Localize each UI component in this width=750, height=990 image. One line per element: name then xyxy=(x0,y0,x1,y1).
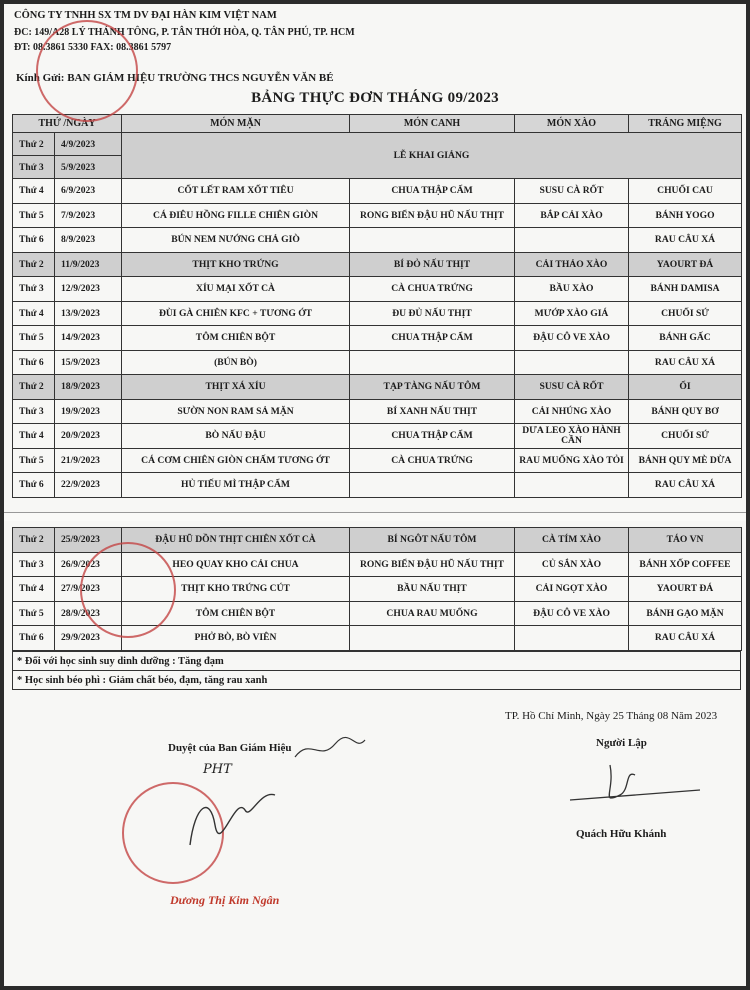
day-cell: Thứ 3 xyxy=(13,399,55,424)
canh-cell: CHUA RAU MUỐNG xyxy=(350,601,515,626)
date-cell: 27/9/2023 xyxy=(55,577,122,602)
trang-cell: BÁNH XỐP COFFEE xyxy=(629,552,742,577)
page-title: BẢNG THỰC ĐƠN THÁNG 09/2023 xyxy=(251,90,499,106)
day-cell: Thứ 5 xyxy=(13,326,55,351)
canh-cell: CHUA THẬP CẨM xyxy=(350,424,515,449)
canh-cell: RONG BIỂN ĐẬU HŨ NẤU THỊT xyxy=(350,552,515,577)
xao-cell: BẦU XÀO xyxy=(515,277,629,302)
xao-cell: MƯỚP XÀO GIÁ xyxy=(515,301,629,326)
company-address: ĐC: 149/A28 LÝ THÁNH TÔNG, P. TÂN THỚI HÒA, Q. TÂN PHÚ, TP. HCM xyxy=(14,27,355,38)
table-header-row xyxy=(13,115,742,133)
menu-table xyxy=(12,114,742,498)
man-cell: BÒ NẤU ĐẬU xyxy=(122,424,350,449)
signature-principal xyxy=(180,775,290,860)
approved-by-label: Duyệt của Ban Giám Hiệu xyxy=(168,742,292,754)
preparer-name: Quách Hữu Khánh xyxy=(576,828,667,840)
man-cell: (BÚN BÒ) xyxy=(122,350,350,375)
canh-cell: CHUA THẬP CẨM xyxy=(350,179,515,204)
trang-cell: RAU CÂU XÁ xyxy=(629,626,742,651)
man-cell: THỊT XÁ XÍU xyxy=(122,375,350,400)
recipient: Kính Gửi: BAN GIÁM HIỆU TRƯỜNG THCS NGUYỄN VĂN BÉ xyxy=(16,72,334,84)
table-row xyxy=(13,424,742,449)
trang-cell: RAU CÂU XÁ xyxy=(629,350,742,375)
date-cell: 8/9/2023 xyxy=(55,228,122,253)
handwritten-pht: PHT xyxy=(203,762,232,777)
xao-cell: ĐẬU CÔ VE XÀO xyxy=(515,326,629,351)
company-stamp-top xyxy=(36,20,138,122)
canh-cell: CÀ CHUA TRỨNG xyxy=(350,277,515,302)
day-cell: Thứ 4 xyxy=(13,301,55,326)
prepared-by-label: Người Lập xyxy=(596,737,647,749)
trang-cell: CHUỐI SỨ xyxy=(629,301,742,326)
table-row xyxy=(13,473,742,498)
day-cell: Thứ 3 xyxy=(13,156,55,179)
day-cell: Thứ 4 xyxy=(13,179,55,204)
canh-cell xyxy=(350,350,515,375)
date-cell: 18/9/2023 xyxy=(55,375,122,400)
trang-cell: BÁNH DAMISA xyxy=(629,277,742,302)
man-cell: HEO QUAY KHO CẢI CHUA xyxy=(122,552,350,577)
xao-cell xyxy=(515,350,629,375)
xao-cell: DƯA LEO XÀO HÀNH CẦN xyxy=(515,424,629,449)
xao-cell: BẮP CẢI XÀO xyxy=(515,203,629,228)
company-phone: ĐT: 08.3861 5330 FAX: 08.3861 5797 xyxy=(14,42,172,53)
trang-cell: BÁNH QUY BƠ xyxy=(629,399,742,424)
table-row xyxy=(13,228,742,253)
page-fold xyxy=(4,512,746,521)
header-canh: MÓN CANH xyxy=(350,115,515,133)
table-row xyxy=(13,399,742,424)
day-cell: Thứ 2 xyxy=(13,252,55,277)
day-cell: Thứ 5 xyxy=(13,203,55,228)
date-cell: 21/9/2023 xyxy=(55,448,122,473)
trang-cell: CHUỐI SỨ xyxy=(629,424,742,449)
header-man: MÓN MẶN xyxy=(122,115,350,133)
signature-preparer xyxy=(560,750,710,820)
date-cell: 4/9/2023 xyxy=(55,133,122,156)
trang-cell: YAOURT ĐÁ xyxy=(629,252,742,277)
xao-cell xyxy=(515,626,629,651)
man-cell: ĐÙI GÀ CHIÊN KFC + TƯƠNG ỚT xyxy=(122,301,350,326)
day-cell: Thứ 4 xyxy=(13,577,55,602)
xao-cell xyxy=(515,473,629,498)
day-cell: Thứ 5 xyxy=(13,601,55,626)
man-cell: ĐẬU HŨ DỒN THỊT CHIÊN XỐT CÀ xyxy=(122,528,350,553)
canh-cell: ĐU ĐỦ NẤU THỊT xyxy=(350,301,515,326)
table-row xyxy=(13,277,742,302)
canh-cell: TẠP TÀNG NẤU TÔM xyxy=(350,375,515,400)
day-cell: Thứ 5 xyxy=(13,448,55,473)
man-cell: THỊT KHO TRỨNG xyxy=(122,252,350,277)
day-cell: Thứ 6 xyxy=(13,350,55,375)
date-cell: 5/9/2023 xyxy=(55,156,122,179)
xao-cell xyxy=(515,228,629,253)
trang-cell: BÁNH GẠO MẶN xyxy=(629,601,742,626)
man-cell: BÚN NEM NƯỚNG CHẢ GIÒ xyxy=(122,228,350,253)
xao-cell: CẢI THẢO XÀO xyxy=(515,252,629,277)
xao-cell: SUSU CÀ RỐT xyxy=(515,375,629,400)
table-row xyxy=(13,448,742,473)
table-row xyxy=(13,326,742,351)
xao-cell: SUSU CÀ RỐT xyxy=(515,179,629,204)
day-cell: Thứ 3 xyxy=(13,552,55,577)
table-row xyxy=(13,179,742,204)
man-cell: TÔM CHIÊN BỘT xyxy=(122,601,350,626)
man-cell: THỊT KHO TRỨNG CÚT xyxy=(122,577,350,602)
date-cell: 28/9/2023 xyxy=(55,601,122,626)
xao-cell: RAU MUỐNG XÀO TỎI xyxy=(515,448,629,473)
note-malnutrition: * Đối với học sinh suy dinh dưỡng : Tăng đạm xyxy=(12,651,741,671)
date-cell: 6/9/2023 xyxy=(55,179,122,204)
man-cell: PHỞ BÒ, BÒ VIÊN xyxy=(122,626,350,651)
table-row xyxy=(13,203,742,228)
company-name: CÔNG TY TNHH SX TM DV ĐẠI HÀN KIM VIỆT NAM xyxy=(14,10,277,21)
date-cell: 25/9/2023 xyxy=(55,528,122,553)
place-date: TP. Hồ Chí Minh, Ngày 25 Tháng 08 Năm 2023 xyxy=(505,710,718,722)
trang-cell: YAOURT ĐÁ xyxy=(629,577,742,602)
man-cell: CÁ ĐIÊU HỒNG FILLE CHIÊN GIÒN xyxy=(122,203,350,228)
date-cell: 14/9/2023 xyxy=(55,326,122,351)
canh-cell: RONG BIỂN ĐẬU HŨ NẤU THỊT xyxy=(350,203,515,228)
man-cell: CỐT LẾT RAM XỐT TIÊU xyxy=(122,179,350,204)
man-cell: CÁ CƠM CHIÊN GIÒN CHẤM TƯƠNG ỚT xyxy=(122,448,350,473)
date-cell: 11/9/2023 xyxy=(55,252,122,277)
note-obesity: * Học sinh béo phì : Giảm chất béo, đạm, tăng rau xanh xyxy=(12,670,741,690)
principal-name: Dương Thị Kim Ngân xyxy=(170,893,280,907)
day-cell: Thứ 4 xyxy=(13,424,55,449)
day-cell: Thứ 3 xyxy=(13,277,55,302)
date-cell: 22/9/2023 xyxy=(55,473,122,498)
xao-cell: CẢI NHÚNG XÀO xyxy=(515,399,629,424)
man-cell: HỦ TIẾU MÌ THẬP CẨM xyxy=(122,473,350,498)
man-cell: XÍU MẠI XỐT CÀ xyxy=(122,277,350,302)
date-cell: 29/9/2023 xyxy=(55,626,122,651)
xao-cell: CẢI NGỌT XÀO xyxy=(515,577,629,602)
header-trang: TRÁNG MIỆNG xyxy=(629,115,742,133)
table-row xyxy=(13,375,742,400)
canh-cell: BÍ XANH NẤU THỊT xyxy=(350,399,515,424)
trang-cell: BÁNH QUY MÈ DỪA xyxy=(629,448,742,473)
day-cell: Thứ 2 xyxy=(13,528,55,553)
signature-approver-mark xyxy=(290,732,370,772)
trang-cell: BÁNH YOGO xyxy=(629,203,742,228)
xao-cell: CỦ SẮN XÀO xyxy=(515,552,629,577)
trang-cell: TÁO VN xyxy=(629,528,742,553)
man-cell: TÔM CHIÊN BỘT xyxy=(122,326,350,351)
date-cell: 26/9/2023 xyxy=(55,552,122,577)
xao-cell: CÀ TÍM XÀO xyxy=(515,528,629,553)
table-row xyxy=(13,350,742,375)
canh-cell xyxy=(350,473,515,498)
company-stamp-bottom xyxy=(80,542,176,638)
date-cell: 15/9/2023 xyxy=(55,350,122,375)
date-cell: 12/9/2023 xyxy=(55,277,122,302)
day-cell: Thứ 2 xyxy=(13,133,55,156)
trang-cell: RAU CÂU XÁ xyxy=(629,228,742,253)
date-cell: 20/9/2023 xyxy=(55,424,122,449)
trang-cell: BÁNH GẤC xyxy=(629,326,742,351)
trang-cell: CHUỐI CAU xyxy=(629,179,742,204)
header-day: THỨ /NGÀY xyxy=(13,115,122,133)
table-row xyxy=(13,252,742,277)
trang-cell: ỔI xyxy=(629,375,742,400)
table-row xyxy=(13,133,742,156)
date-cell: 7/9/2023 xyxy=(55,203,122,228)
day-cell: Thứ 6 xyxy=(13,626,55,651)
date-cell: 19/9/2023 xyxy=(55,399,122,424)
canh-cell: BẦU NẤU THỊT xyxy=(350,577,515,602)
date-cell: 13/9/2023 xyxy=(55,301,122,326)
day-cell: Thứ 2 xyxy=(13,375,55,400)
canh-cell xyxy=(350,626,515,651)
trang-cell: RAU CÂU XÁ xyxy=(629,473,742,498)
day-cell: Thứ 6 xyxy=(13,473,55,498)
canh-cell xyxy=(350,228,515,253)
event-cell: LỄ KHAI GIẢNG xyxy=(122,133,742,179)
day-cell: Thứ 6 xyxy=(13,228,55,253)
canh-cell: CÀ CHUA TRỨNG xyxy=(350,448,515,473)
canh-cell: CHUA THẬP CẨM xyxy=(350,326,515,351)
table-row xyxy=(13,301,742,326)
xao-cell: ĐẬU CÔ VE XÀO xyxy=(515,601,629,626)
canh-cell: BÍ ĐỎ NẤU THỊT xyxy=(350,252,515,277)
man-cell: SƯỜN NON RAM SẢ MẶN xyxy=(122,399,350,424)
header-xao: MÓN XÀO xyxy=(515,115,629,133)
canh-cell: BÍ NGÔT NẤU TÔM xyxy=(350,528,515,553)
